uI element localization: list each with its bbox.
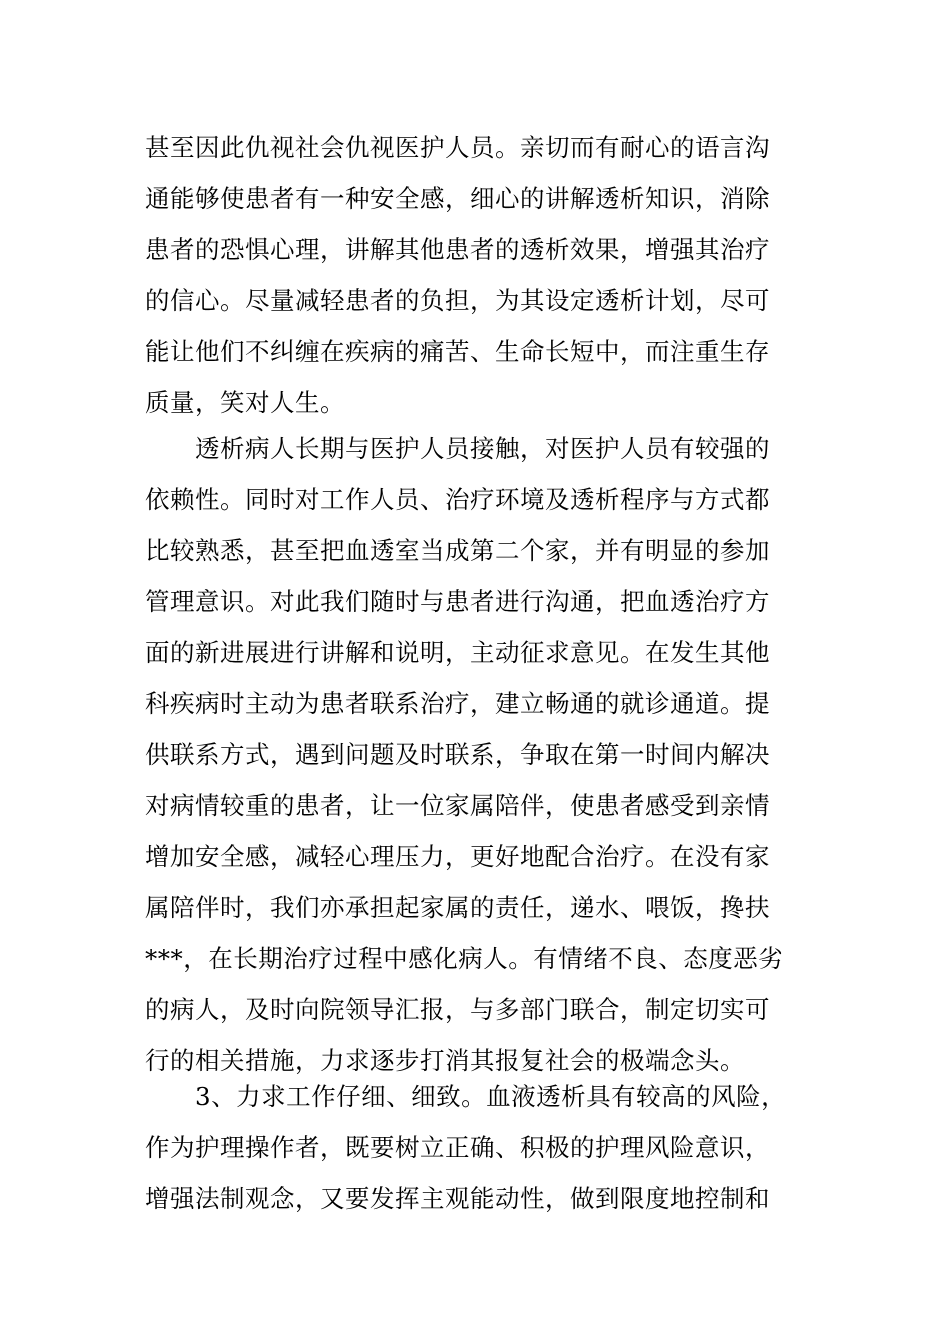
text-line: 依赖性。同时对工作人员、治疗环境及透析程序与方式都 [145, 485, 770, 514]
text-line: 属陪伴时，我们亦承担起家属的责任，递水、喂饭，搀扶 [145, 893, 770, 922]
paragraph-2 [145, 423, 810, 1086]
text-line: 管理意识。对此我们随时与患者进行沟通，把血透治疗方 [145, 587, 770, 616]
text-line: 的信心。尽量减轻患者的负担，为其设定透析计划，尽可 [145, 286, 770, 315]
text-line: 作为护理操作者，既要树立正确、积极的护理风险意识， [145, 1133, 770, 1162]
text-line: 的病人，及时向院领导汇报，与多部门联合，制定切实可 [145, 995, 770, 1024]
text-line: 通能够使患者有一种安全感，细心的讲解透析知识，消除 [145, 184, 770, 213]
text-line: 面的新进展进行讲解和说明，主动征求意见。在发生其他 [145, 638, 770, 667]
text-line: 能让他们不纠缠在疾病的痛苦、生命长短中，而注重生存 [145, 337, 770, 366]
text-line: ***，在长期治疗过程中感化病人。有情绪不良、态度恶劣 [145, 944, 784, 973]
paragraph-1 [145, 122, 810, 428]
text-line: 患者的恐惧心理，讲解其他患者的透析效果，增强其治疗 [145, 235, 770, 264]
text-line: 对病情较重的患者，让一位家属陪伴，使患者感受到亲情 [145, 791, 770, 820]
text-line: 质量，笑对人生。 [145, 388, 345, 417]
text-line: 甚至因此仇视社会仇视医护人员。亲切而有耐心的语言沟 [145, 133, 770, 162]
text-line: 增加安全感，减轻心理压力，更好地配合治疗。在没有家 [145, 842, 770, 871]
text-line: 科疾病时主动为患者联系治疗，建立畅通的就诊通道。提 [145, 689, 770, 718]
paragraph-3 [145, 1071, 810, 1224]
text-line: 供联系方式，遇到问题及时联系，争取在第一时间内解决 [145, 740, 770, 769]
text-line: 透析病人长期与医护人员接触，对医护人员有较强的 [195, 434, 770, 463]
text-line: 3、力求工作仔细、细致。血液透析具有较高的风险， [195, 1082, 787, 1111]
text-line: 行的相关措施，力求逐步打消其报复社会的极端念头。 [145, 1046, 745, 1075]
text-line: 增强法制观念，又要发挥主观能动性，做到限度地控制和 [145, 1184, 770, 1213]
text-line: 比较熟悉，甚至把血透室当成第二个家，并有明显的参加 [145, 536, 770, 565]
